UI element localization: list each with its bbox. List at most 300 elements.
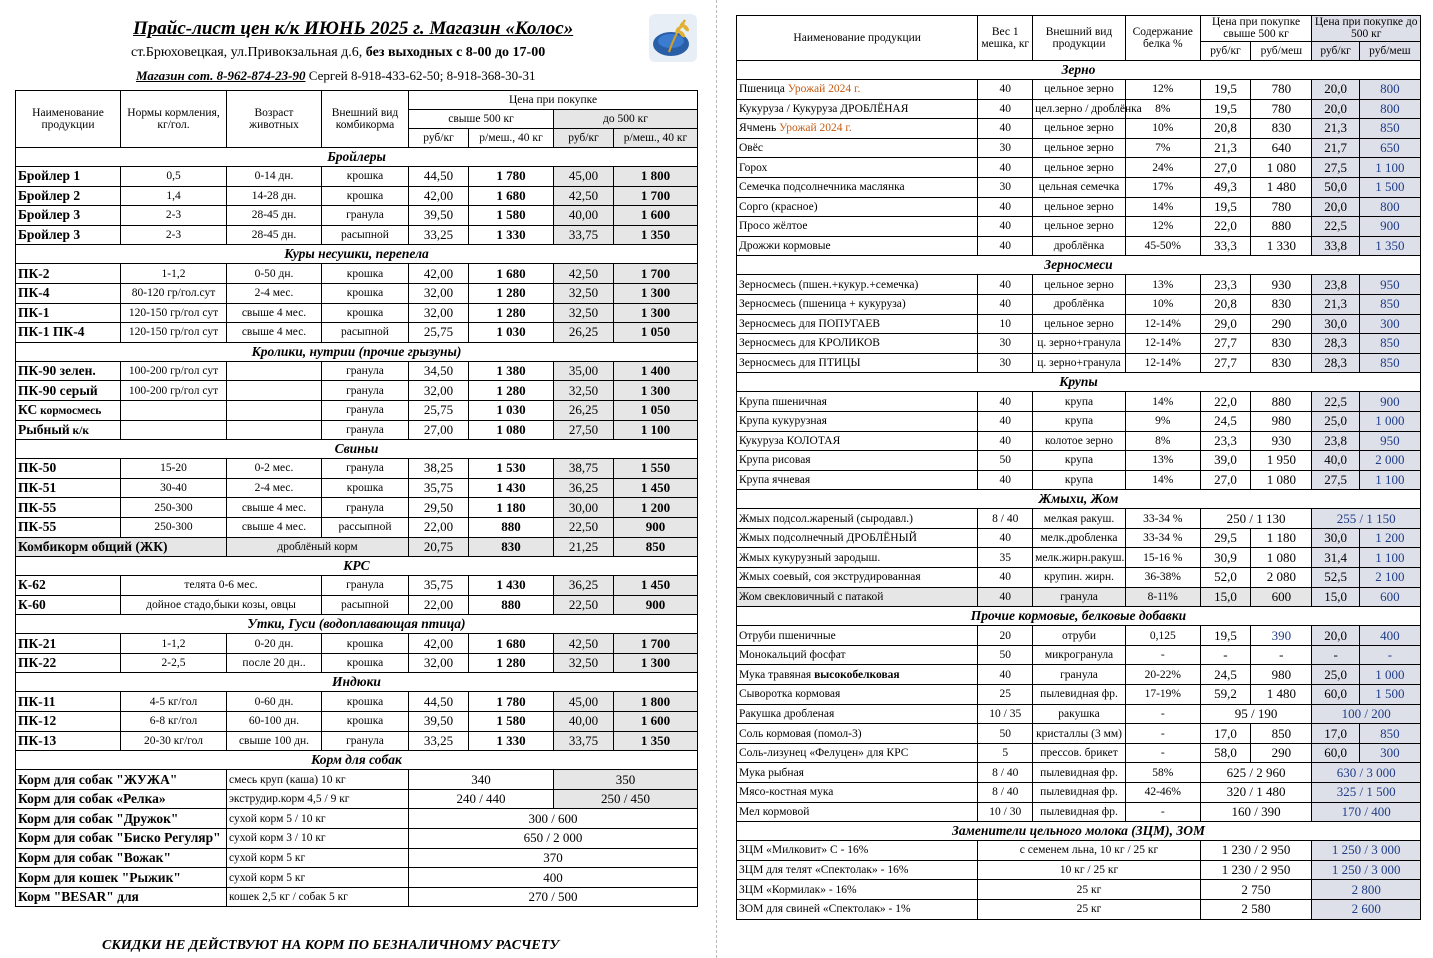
look: гранула [1033, 665, 1126, 685]
price-kg-under: 36,25 [554, 478, 614, 498]
price-over: 160 / 390 [1200, 802, 1312, 822]
table-row [16, 868, 698, 888]
weight: 40 [978, 587, 1033, 607]
price-kg-over: 23,3 [1200, 275, 1251, 295]
product-name: ПК-1 ПК-4 [16, 323, 121, 343]
protein: 20-22% [1125, 665, 1200, 685]
price-kg-over: 42,00 [409, 264, 469, 284]
price-bag-under: 600 [1359, 587, 1420, 607]
price-over: 2 750 [1200, 880, 1312, 900]
protein: 8% [1125, 431, 1200, 451]
price-kg-over: 52,0 [1200, 568, 1251, 588]
norm: 250-300 [121, 498, 227, 518]
price-over: 95 / 190 [1200, 704, 1312, 724]
product-name: Жмых подсолнечный ДРОБЛЁНЫЙ [737, 528, 978, 548]
price-kg-under: 22,5 [1312, 392, 1359, 412]
product-name: ПК-51 [16, 478, 121, 498]
table-row [16, 829, 698, 849]
price-kg-under: 21,3 [1312, 119, 1359, 139]
protein: 17% [1125, 177, 1200, 197]
look: крошка [322, 653, 409, 673]
protein: 58% [1125, 763, 1200, 783]
protein: 8-11% [1125, 587, 1200, 607]
product-name: Сыворотка кормовая [737, 685, 978, 705]
price-under: 2 800 [1312, 880, 1421, 900]
price-under: 100 / 200 [1312, 704, 1421, 724]
weight: 40 [978, 431, 1033, 451]
price-bag-under: 900 [1359, 217, 1420, 237]
look: цел.зерно / дроблёнка [1033, 99, 1126, 119]
norm: 2-3 [121, 225, 227, 245]
look: крупа [1033, 451, 1126, 471]
table-row [737, 548, 1421, 568]
table-row [737, 704, 1421, 724]
look: прессов. брикет [1033, 743, 1126, 763]
norm: 4-5 кг/гол [121, 692, 227, 712]
section-title: Куры несушки, перепела [16, 245, 698, 264]
price-bag-under: 2 100 [1359, 568, 1420, 588]
r-col-weight: Вес 1 мешка, кг [978, 16, 1033, 61]
price-kg-under: 27,5 [1312, 470, 1359, 490]
price-bag-under: 1 300 [614, 303, 698, 323]
price-under: 250 / 450 [554, 789, 698, 809]
weight: 10 [978, 314, 1033, 334]
product-name: ЗЦМ для телят «Спектолак» - 16% [737, 860, 978, 880]
look: мелк.жирн.ракуш. [1033, 548, 1126, 568]
product-name: Крупа пшеничная [737, 392, 978, 412]
look: гранула [322, 361, 409, 381]
weight: 10 / 30 [978, 802, 1033, 822]
price-kg-over: 29,0 [1200, 314, 1251, 334]
r-col-look: Внешний вид продукции [1033, 16, 1126, 61]
price-kg-over: 22,00 [409, 595, 469, 615]
price-kg-over: 59,2 [1200, 685, 1251, 705]
section-header [16, 751, 698, 770]
price-bag-over: 830 [1251, 294, 1312, 314]
price-bag-over: 980 [1251, 665, 1312, 685]
look: крошка [322, 264, 409, 284]
price-kg-over: 19,5 [1200, 80, 1251, 100]
price-kg-under: 32,50 [554, 283, 614, 303]
price-bag-under: 1 100 [1359, 470, 1420, 490]
product-name: ПК-50 [16, 459, 121, 479]
price-bag-under: 1 100 [1359, 158, 1420, 178]
price-over: 625 / 2 960 [1200, 763, 1312, 783]
price-kg-under: 30,0 [1312, 314, 1359, 334]
table-row [16, 517, 698, 537]
price-kg-over: 15,0 [1200, 587, 1251, 607]
product-name: Бройлер 2 [16, 186, 121, 206]
price-kg-under: 52,5 [1312, 568, 1359, 588]
price-kg-over: 20,8 [1200, 119, 1251, 139]
price-kg-over: 33,25 [409, 225, 469, 245]
product-name: Крупа рисовая [737, 451, 978, 471]
price-kg-under: 30,00 [554, 498, 614, 518]
table-row [737, 802, 1421, 822]
norm: 15-20 [121, 459, 227, 479]
look: гранула [322, 420, 409, 440]
price-kg-under: 27,5 [1312, 158, 1359, 178]
price-bag-over: 1 680 [469, 186, 554, 206]
price-bag-over: 1 780 [469, 692, 554, 712]
price-kg-over: 27,0 [1200, 158, 1251, 178]
price-under: 255 / 1 150 [1312, 509, 1421, 529]
price-bag-over: 780 [1251, 197, 1312, 217]
age: 0-60 дн. [227, 692, 322, 712]
price-over: 1 230 / 2 950 [1200, 841, 1312, 861]
price-over: 2 580 [1200, 899, 1312, 919]
protein: 0,125 [1125, 626, 1200, 646]
table-row [737, 587, 1421, 607]
table-row [16, 809, 698, 829]
protein: 36-38% [1125, 568, 1200, 588]
product-name: Пшеница Урожай 2024 г. [737, 80, 978, 100]
price-bag-under: 1 200 [1359, 528, 1420, 548]
norm [121, 420, 227, 440]
price-bag-under: 900 [614, 517, 698, 537]
price-bag-under: 1 300 [614, 283, 698, 303]
weight: 5 [978, 743, 1033, 763]
section-title: Зерносмеси [737, 256, 1421, 275]
price-bag-under: 1 050 [614, 400, 698, 420]
weight: 40 [978, 392, 1033, 412]
look: цельное зерно [1033, 275, 1126, 295]
price-kg-under: 21,7 [1312, 138, 1359, 158]
price-bag-over: 880 [1251, 392, 1312, 412]
section-header [737, 256, 1421, 275]
norm: 100-200 гр/гол сут [121, 381, 227, 401]
protein: 45-50% [1125, 236, 1200, 256]
look: крошка [322, 283, 409, 303]
price-bag-over: 1 330 [469, 225, 554, 245]
norm: 1-1,2 [121, 264, 227, 284]
price-bag-under: 1 100 [614, 420, 698, 440]
product-name: Бройлер 3 [16, 206, 121, 226]
table-row [16, 595, 698, 615]
age [227, 361, 322, 381]
look: ракушка [1033, 704, 1126, 724]
age: после 20 дн.. [227, 653, 322, 673]
r-col-name: Наименование продукции [737, 16, 978, 61]
protein: 12% [1125, 80, 1200, 100]
table-row [737, 451, 1421, 471]
weight: 50 [978, 645, 1033, 665]
col-rub-kg: руб/кг [409, 129, 469, 148]
price-kg-over: 24,5 [1200, 411, 1251, 431]
price-bag-over: 1 080 [1251, 548, 1312, 568]
product-name: Мел кормовой [737, 802, 978, 822]
age: свыше 4 мес. [227, 517, 322, 537]
product-name: ПК-1 [16, 303, 121, 323]
price-bag-under: 1 800 [614, 167, 698, 187]
col-price: Цена при покупке [409, 91, 698, 110]
norm: 80-120 гр/гол.сут [121, 283, 227, 303]
look: гранула [322, 206, 409, 226]
price-kg-under: 36,25 [554, 576, 614, 596]
product-name: Отруби пшеничные [737, 626, 978, 646]
product-name: Ракушка дробленая [737, 704, 978, 724]
look: гранула [322, 498, 409, 518]
product-name: Зерносмесь для ПОПУГАЕВ [737, 314, 978, 334]
look: крупа [1033, 411, 1126, 431]
price-kg-under: 40,0 [1312, 451, 1359, 471]
weight: 8 / 40 [978, 763, 1033, 783]
price-bag-over: 1 380 [469, 361, 554, 381]
section-title: Корм для собак [16, 751, 698, 770]
price-under: 630 / 3 000 [1312, 763, 1421, 783]
norm: дойное стадо,быки козы, овцы [121, 595, 322, 615]
price-bag-under: 1 000 [1359, 665, 1420, 685]
look: ц. зерно+гранула [1033, 353, 1126, 373]
table-row [16, 420, 698, 440]
price-bag-under: 400 [1359, 626, 1420, 646]
address [131, 45, 545, 61]
product-name: Соль-лизунец «Фелуцен» для КРС [737, 743, 978, 763]
table-row [737, 568, 1421, 588]
price-kg-under: 20,0 [1312, 80, 1359, 100]
price-kg-over: 20,75 [409, 537, 469, 557]
price-bag-under: 1 050 [614, 323, 698, 343]
look: цельное зерно [1033, 119, 1126, 139]
price-bag-over: 880 [469, 595, 554, 615]
table-row [737, 138, 1421, 158]
weight: 25 [978, 685, 1033, 705]
price-bag-under: - [1359, 645, 1420, 665]
look: крупа [1033, 392, 1126, 412]
look: расыпной [322, 225, 409, 245]
weight: 40 [978, 99, 1033, 119]
look: пылевидная фр. [1033, 783, 1126, 803]
price-over: 340 [409, 770, 554, 790]
section-header [16, 245, 698, 264]
look: расыпной [322, 323, 409, 343]
look: гранула [322, 459, 409, 479]
price-kg-under: 17,0 [1312, 724, 1359, 744]
look: пылевидная фр. [1033, 763, 1126, 783]
price-kg-under: 45,00 [554, 692, 614, 712]
product-name: ЗЦМ «Кормилак» - 16% [737, 880, 978, 900]
header [15, 0, 697, 90]
price-bag-over: 390 [1251, 626, 1312, 646]
weight: 30 [978, 138, 1033, 158]
description: 25 кг [978, 899, 1200, 919]
look: микрогранула [1033, 645, 1126, 665]
norm: телята 0-6 мес. [121, 576, 322, 596]
table-row [16, 789, 698, 809]
grain-body [737, 61, 1421, 920]
section-title: Зерно [737, 61, 1421, 80]
look: колотое зерно [1033, 431, 1126, 451]
product-name: Крупа кукурузная [737, 411, 978, 431]
look: крошка [322, 186, 409, 206]
table-row [737, 431, 1421, 451]
table-row [16, 361, 698, 381]
table-row [16, 848, 698, 868]
price-bag-under: 1 300 [614, 653, 698, 673]
look: отруби [1033, 626, 1126, 646]
table-row [737, 119, 1421, 139]
price-kg-under: 33,8 [1312, 236, 1359, 256]
price-kg-over: 27,0 [1200, 470, 1251, 490]
look: гранула [1033, 587, 1126, 607]
working-hours: без выходных с 8-00 до 17-00 [365, 45, 546, 60]
look: цельное зерно [1033, 197, 1126, 217]
r-col-rub-bag: руб/меш [1251, 41, 1312, 60]
product-name: Корм для собак «Релка» [16, 789, 227, 809]
look: дроблёный корм [227, 537, 409, 557]
price-bag-over: 1 080 [1251, 470, 1312, 490]
table-row [737, 217, 1421, 237]
col-under-500: до 500 кг [554, 110, 698, 129]
table-row [737, 197, 1421, 217]
product-name: Жмых соевый, соя экструдированная [737, 568, 978, 588]
description: сухой корм 5 кг [227, 848, 409, 868]
weight: 40 [978, 294, 1033, 314]
price-kg-under: 60,0 [1312, 743, 1359, 763]
protein: 33-34 % [1125, 528, 1200, 548]
price-bag-under: 1 700 [614, 186, 698, 206]
price-bag-under: 1 450 [614, 576, 698, 596]
protein: 12-14% [1125, 334, 1200, 354]
weight: 40 [978, 236, 1033, 256]
price-bag-under: 1 000 [1359, 411, 1420, 431]
r-col-rub-kg-2: руб/кг [1312, 41, 1359, 60]
product-name: Сорго (красное) [737, 197, 978, 217]
table-row [737, 470, 1421, 490]
price-bag-over: 880 [1251, 217, 1312, 237]
table-row [737, 177, 1421, 197]
price-bag-over: 780 [1251, 99, 1312, 119]
price-bag-under: 1 700 [614, 264, 698, 284]
product-name: Рыбный к/к [16, 420, 121, 440]
table-row [737, 80, 1421, 100]
price-kg-under: 32,50 [554, 381, 614, 401]
price-under: 170 / 400 [1312, 802, 1421, 822]
table-row [737, 294, 1421, 314]
age: 0-2 мес. [227, 459, 322, 479]
product-name: Жмых кукурузный зародыш. [737, 548, 978, 568]
table-row [16, 400, 698, 420]
section-title: Бройлеры [16, 148, 698, 167]
price-kg-under: 20,0 [1312, 197, 1359, 217]
table-row [16, 537, 698, 557]
price-under: 350 [554, 770, 698, 790]
age: свыше 4 мес. [227, 303, 322, 323]
price-bag-under: 850 [1359, 294, 1420, 314]
protein: 14% [1125, 392, 1200, 412]
price-bag-under: 2 000 [1359, 451, 1420, 471]
product-name: Корм для собак "Биско Регуляр" [16, 829, 227, 849]
table-row [16, 576, 698, 596]
product-note: к/к [69, 424, 89, 437]
table-row [737, 860, 1421, 880]
look: ц. зерно+гранула [1033, 334, 1126, 354]
price-kg-under: 23,8 [1312, 275, 1359, 295]
price-bag-over: 1 030 [469, 323, 554, 343]
table-row [737, 158, 1421, 178]
product-name: Дрожжи кормовые [737, 236, 978, 256]
price-bag-over: 1 180 [1251, 528, 1312, 548]
price-under: 1 250 / 3 000 [1312, 841, 1421, 861]
price-kg-under: 26,25 [554, 400, 614, 420]
price-bag-under: 1 100 [1359, 548, 1420, 568]
price-kg-under: 26,25 [554, 323, 614, 343]
norm: 250-300 [121, 517, 227, 537]
col-rub-bag-2: р/меш., 40 кг [614, 129, 698, 148]
weight: 40 [978, 411, 1033, 431]
description: сухой корм 5 / 10 кг [227, 809, 409, 829]
price-kg-over: 42,00 [409, 186, 469, 206]
section-title: Прочие кормовые, белковые добавки [737, 607, 1421, 626]
col-rub-kg-2: руб/кг [554, 129, 614, 148]
description: 25 кг [978, 880, 1200, 900]
price-over: 250 / 1 130 [1200, 509, 1312, 529]
wheat-logo-icon [649, 14, 697, 62]
table-row [737, 392, 1421, 412]
table-row [16, 186, 698, 206]
price-bag-under: 900 [614, 595, 698, 615]
age: свыше 4 мес. [227, 323, 322, 343]
table-row [737, 334, 1421, 354]
age [227, 381, 322, 401]
product-name: ПК-11 [16, 692, 121, 712]
norm: 2-2,5 [121, 653, 227, 673]
product-name: Соль кормовая (помол-3) [737, 724, 978, 744]
price-bag-under: 850 [1359, 353, 1420, 373]
table-row [16, 264, 698, 284]
product-name: Ячмень Урожай 2024 г. [737, 119, 978, 139]
price-kg-under: 33,75 [554, 731, 614, 751]
price-kg-under: 31,4 [1312, 548, 1359, 568]
shop-phone: Магазин сот. 8-962-874-23-90 [136, 68, 306, 83]
price-bag-over: 640 [1251, 138, 1312, 158]
product-name: Мясо-костная мука [737, 783, 978, 803]
age: свыше 100 дн. [227, 731, 322, 751]
look: пылевидная фр. [1033, 685, 1126, 705]
table-row [737, 411, 1421, 431]
table-row [737, 743, 1421, 763]
price-bag-under: 1 500 [1359, 177, 1420, 197]
protein: 14% [1125, 197, 1200, 217]
price-bag-over: 1 950 [1251, 451, 1312, 471]
description: 10 кг / 25 кг [978, 860, 1200, 880]
product-name: ПК-90 серый [16, 381, 121, 401]
price-bag-under: 1 450 [614, 478, 698, 498]
price-bag-over: 1 330 [1251, 236, 1312, 256]
protein: 7% [1125, 138, 1200, 158]
price-kg-over: 58,0 [1200, 743, 1251, 763]
look: дроблёнка [1033, 236, 1126, 256]
weight: 40 [978, 528, 1033, 548]
norm: 1,4 [121, 186, 227, 206]
price-kg-over: 23,3 [1200, 431, 1251, 451]
table-row [737, 99, 1421, 119]
look: цельное зерно [1033, 138, 1126, 158]
section-header [737, 822, 1421, 841]
product-name: ПК-4 [16, 283, 121, 303]
price-bag-over: - [1251, 645, 1312, 665]
age [227, 400, 322, 420]
protein: 10% [1125, 294, 1200, 314]
price-kg-under: 42,50 [554, 634, 614, 654]
norm: 30-40 [121, 478, 227, 498]
r-col-over: Цена при покупке свыше 500 кг [1200, 16, 1312, 42]
section-title: Кролики, нутрии (прочие грызуны) [16, 342, 698, 361]
protein: 42-46% [1125, 783, 1200, 803]
price-over: 240 / 440 [409, 789, 554, 809]
weight: 40 [978, 568, 1033, 588]
table-row [737, 685, 1421, 705]
